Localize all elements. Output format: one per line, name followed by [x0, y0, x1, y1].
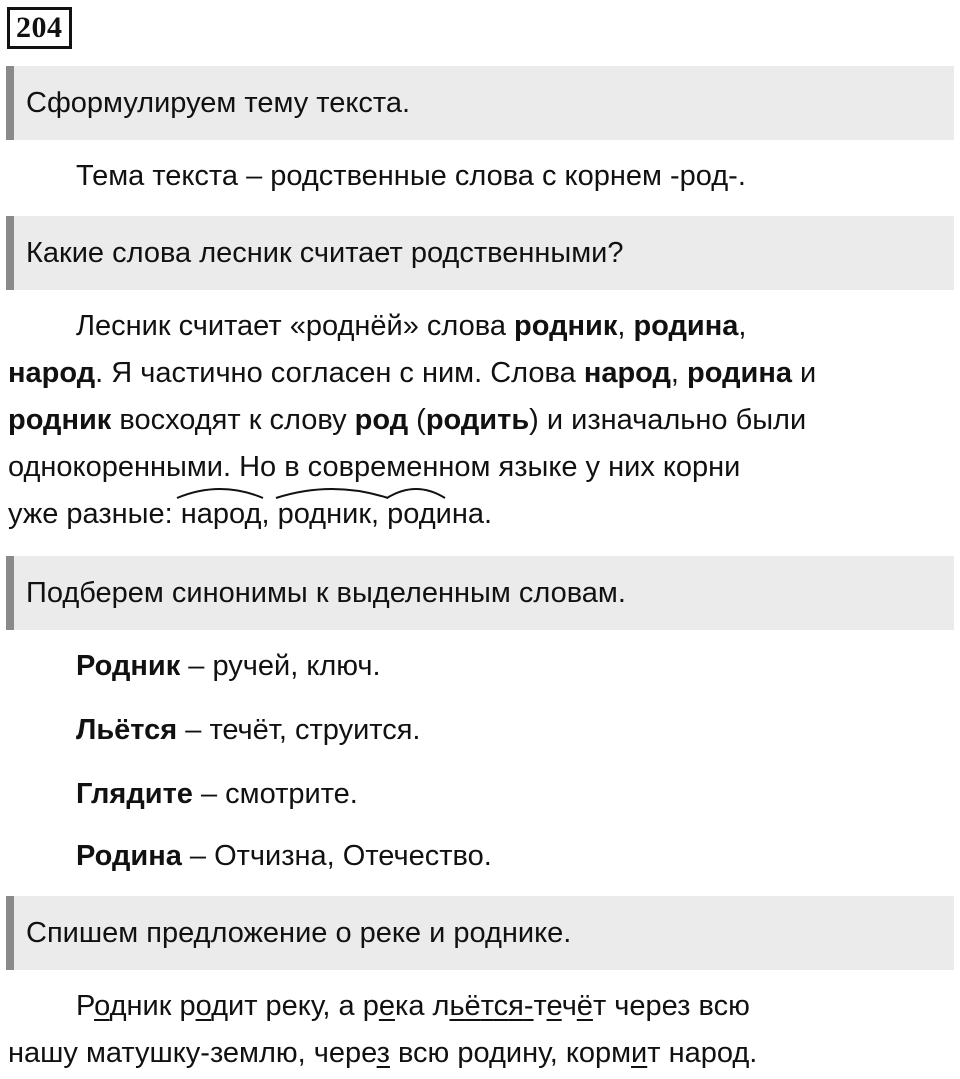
question-text-4: Спишем предложение о реке и роднике.: [26, 916, 572, 949]
bold-word: родник: [514, 310, 618, 342]
text: дник р: [109, 990, 196, 1022]
root-arc-icon: [385, 486, 447, 500]
text: дит реку, а р: [211, 990, 379, 1022]
underlined-letter: ь: [449, 990, 465, 1022]
underlined-letter: о: [195, 990, 212, 1022]
underlined-letter: е: [378, 990, 395, 1022]
dash: –: [181, 840, 215, 872]
text: всю: [698, 990, 750, 1022]
underlined-letter: з: [376, 1037, 390, 1069]
underlined-letter: я: [508, 990, 524, 1022]
question-bar-1: [6, 66, 954, 140]
synonym-list: смотрите.: [225, 778, 358, 810]
word: родина: [387, 498, 485, 530]
answer-1-text: Тема текста – родственные слова с корнем -род-.: [76, 160, 746, 192]
root-word-rodnik: [278, 498, 371, 530]
answer-2-line-1: [76, 310, 746, 343]
text: (: [408, 404, 426, 436]
synonym-word: Льётся: [76, 714, 178, 746]
synonym-list: ручей, ключ.: [212, 650, 381, 682]
answer-4-line-1: [76, 990, 750, 1023]
underlined-letter: с: [493, 990, 509, 1022]
synonym-line-4: [76, 840, 492, 873]
text: Лесник считает «роднёй» слова: [76, 310, 515, 342]
synonym-word: Глядите: [76, 778, 193, 810]
word: родник: [277, 498, 372, 530]
text: ,: [617, 310, 634, 342]
text: Р: [76, 990, 95, 1022]
text: и: [791, 357, 817, 389]
question-text-2: Какие слова лесник считает родственными?: [26, 236, 624, 269]
underlined-letter: е: [546, 990, 562, 1022]
bold-word: народ: [583, 357, 671, 389]
text: т через: [592, 990, 691, 1022]
text: нашу матушку-землю, чере: [8, 1037, 377, 1069]
root-word-rodina: [387, 498, 484, 530]
synonym-list: течёт, струится.: [209, 714, 421, 746]
answer-2: [8, 310, 948, 540]
text: уже разные:: [8, 498, 181, 530]
text: . Я частично согласен с ним. Слова: [95, 357, 584, 389]
synonym-word: Родник: [76, 650, 181, 682]
answer-2-line-5: [8, 498, 492, 531]
word: народ: [180, 498, 262, 530]
underlined-letter: и: [631, 1037, 648, 1069]
root-arc-icon: [274, 486, 390, 500]
question-bar-4: [6, 896, 954, 970]
dash: –: [180, 650, 213, 682]
question-bar-3: [6, 556, 954, 630]
underlined-letter: -: [523, 990, 534, 1022]
text: .: [484, 498, 493, 530]
underlined-letter: ё: [464, 990, 481, 1022]
task-number: 204: [7, 7, 72, 49]
text: восходят к слову: [111, 404, 355, 436]
dash: –: [192, 778, 226, 810]
text: т наро: [647, 1037, 733, 1069]
text: т: [533, 990, 547, 1022]
bold-word: родник: [8, 404, 112, 436]
bold-word: народ: [8, 357, 96, 389]
text: [690, 990, 698, 1022]
bold-word: родить: [425, 404, 530, 436]
question-text-1: Сформулируем тему текста.: [26, 86, 411, 119]
underlined-letter: д: [732, 1037, 750, 1069]
answer-4-line-2: [8, 1037, 757, 1070]
synonym-line-3: [76, 778, 358, 811]
text: ,: [738, 310, 747, 342]
root-word-narod: [181, 498, 262, 530]
synonym-line-1: [76, 650, 381, 683]
text: ) и изначально были: [529, 404, 807, 436]
question-bar-2: [6, 216, 954, 290]
text: всю родину, корм: [389, 1037, 632, 1069]
answer-4: [8, 990, 948, 1078]
synonym-line-2: [76, 714, 420, 747]
dash: –: [177, 714, 210, 746]
text: ч: [561, 990, 577, 1022]
text: ,: [261, 498, 278, 530]
underlined-letter: ё: [576, 990, 593, 1022]
answer-1: [8, 160, 948, 200]
bold-word: родина: [633, 310, 739, 342]
text: .: [749, 1037, 758, 1069]
answer-2-line-3: [8, 404, 806, 437]
root-arc-icon: [175, 486, 265, 500]
underlined-letter: о: [94, 990, 110, 1022]
text: ка л: [395, 990, 450, 1022]
bold-word: род: [354, 404, 409, 436]
synonym-list: Отчизна, Отечество.: [214, 840, 492, 872]
text: ,: [670, 357, 688, 389]
synonym-word: Родина: [76, 840, 182, 872]
underlined-letter: т: [480, 990, 494, 1022]
bold-word: родина: [687, 357, 792, 389]
answer-2-line-2: [8, 357, 816, 390]
question-text-3: Подберем синонимы к выделенным словам.: [26, 576, 626, 609]
text: ,: [371, 498, 388, 530]
answer-2-line-4: однокоренными. Но в современном языке у них корни: [8, 451, 741, 483]
